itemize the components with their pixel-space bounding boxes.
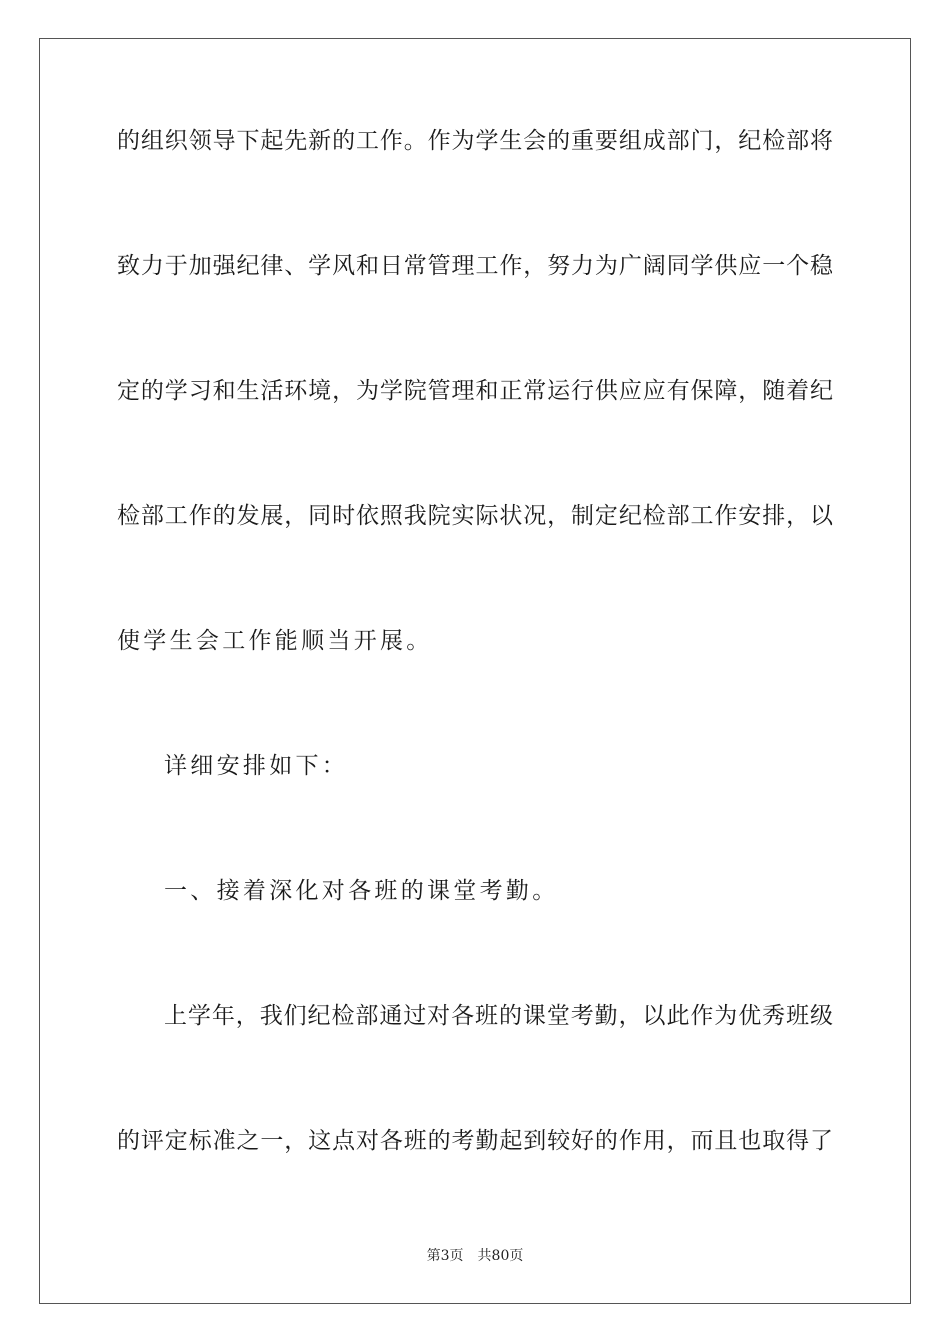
- section-intro: 详细安排如下：: [164, 753, 349, 779]
- paragraph-line-1: 的组织领导下起先新的工作。作为学生会的重要组成部门，纪检部将: [117, 128, 833, 154]
- paragraph-line-6: 上学年，我们纪检部通过对各班的课堂考勤，以此作为优秀班级: [164, 1003, 833, 1029]
- paragraph-line-4: 检部工作的发展，同时依照我院实际状况，制定纪检部工作安排，以: [117, 503, 833, 529]
- page-number: 第3页: [426, 1248, 464, 1264]
- paragraph-line-3: 定的学习和生活环境，为学院管理和正常运行供应应有保障，随着纪: [117, 378, 833, 404]
- section-heading-1: 一、接着深化对各班的课堂考勤。: [164, 878, 559, 904]
- page-total: 共80页: [477, 1248, 524, 1264]
- paragraph-line-2: 致力于加强纪律、学风和日常管理工作，努力为广阔同学供应一个稳: [117, 253, 833, 279]
- paragraph-line-7: 的评定标准之一，这点对各班的考勤起到较好的作用，而且也取得了: [117, 1128, 833, 1154]
- page-border: [39, 38, 911, 1304]
- paragraph-line-5: 使学生会工作能顺当开展。: [117, 628, 433, 654]
- page-footer: [0, 1247, 950, 1265]
